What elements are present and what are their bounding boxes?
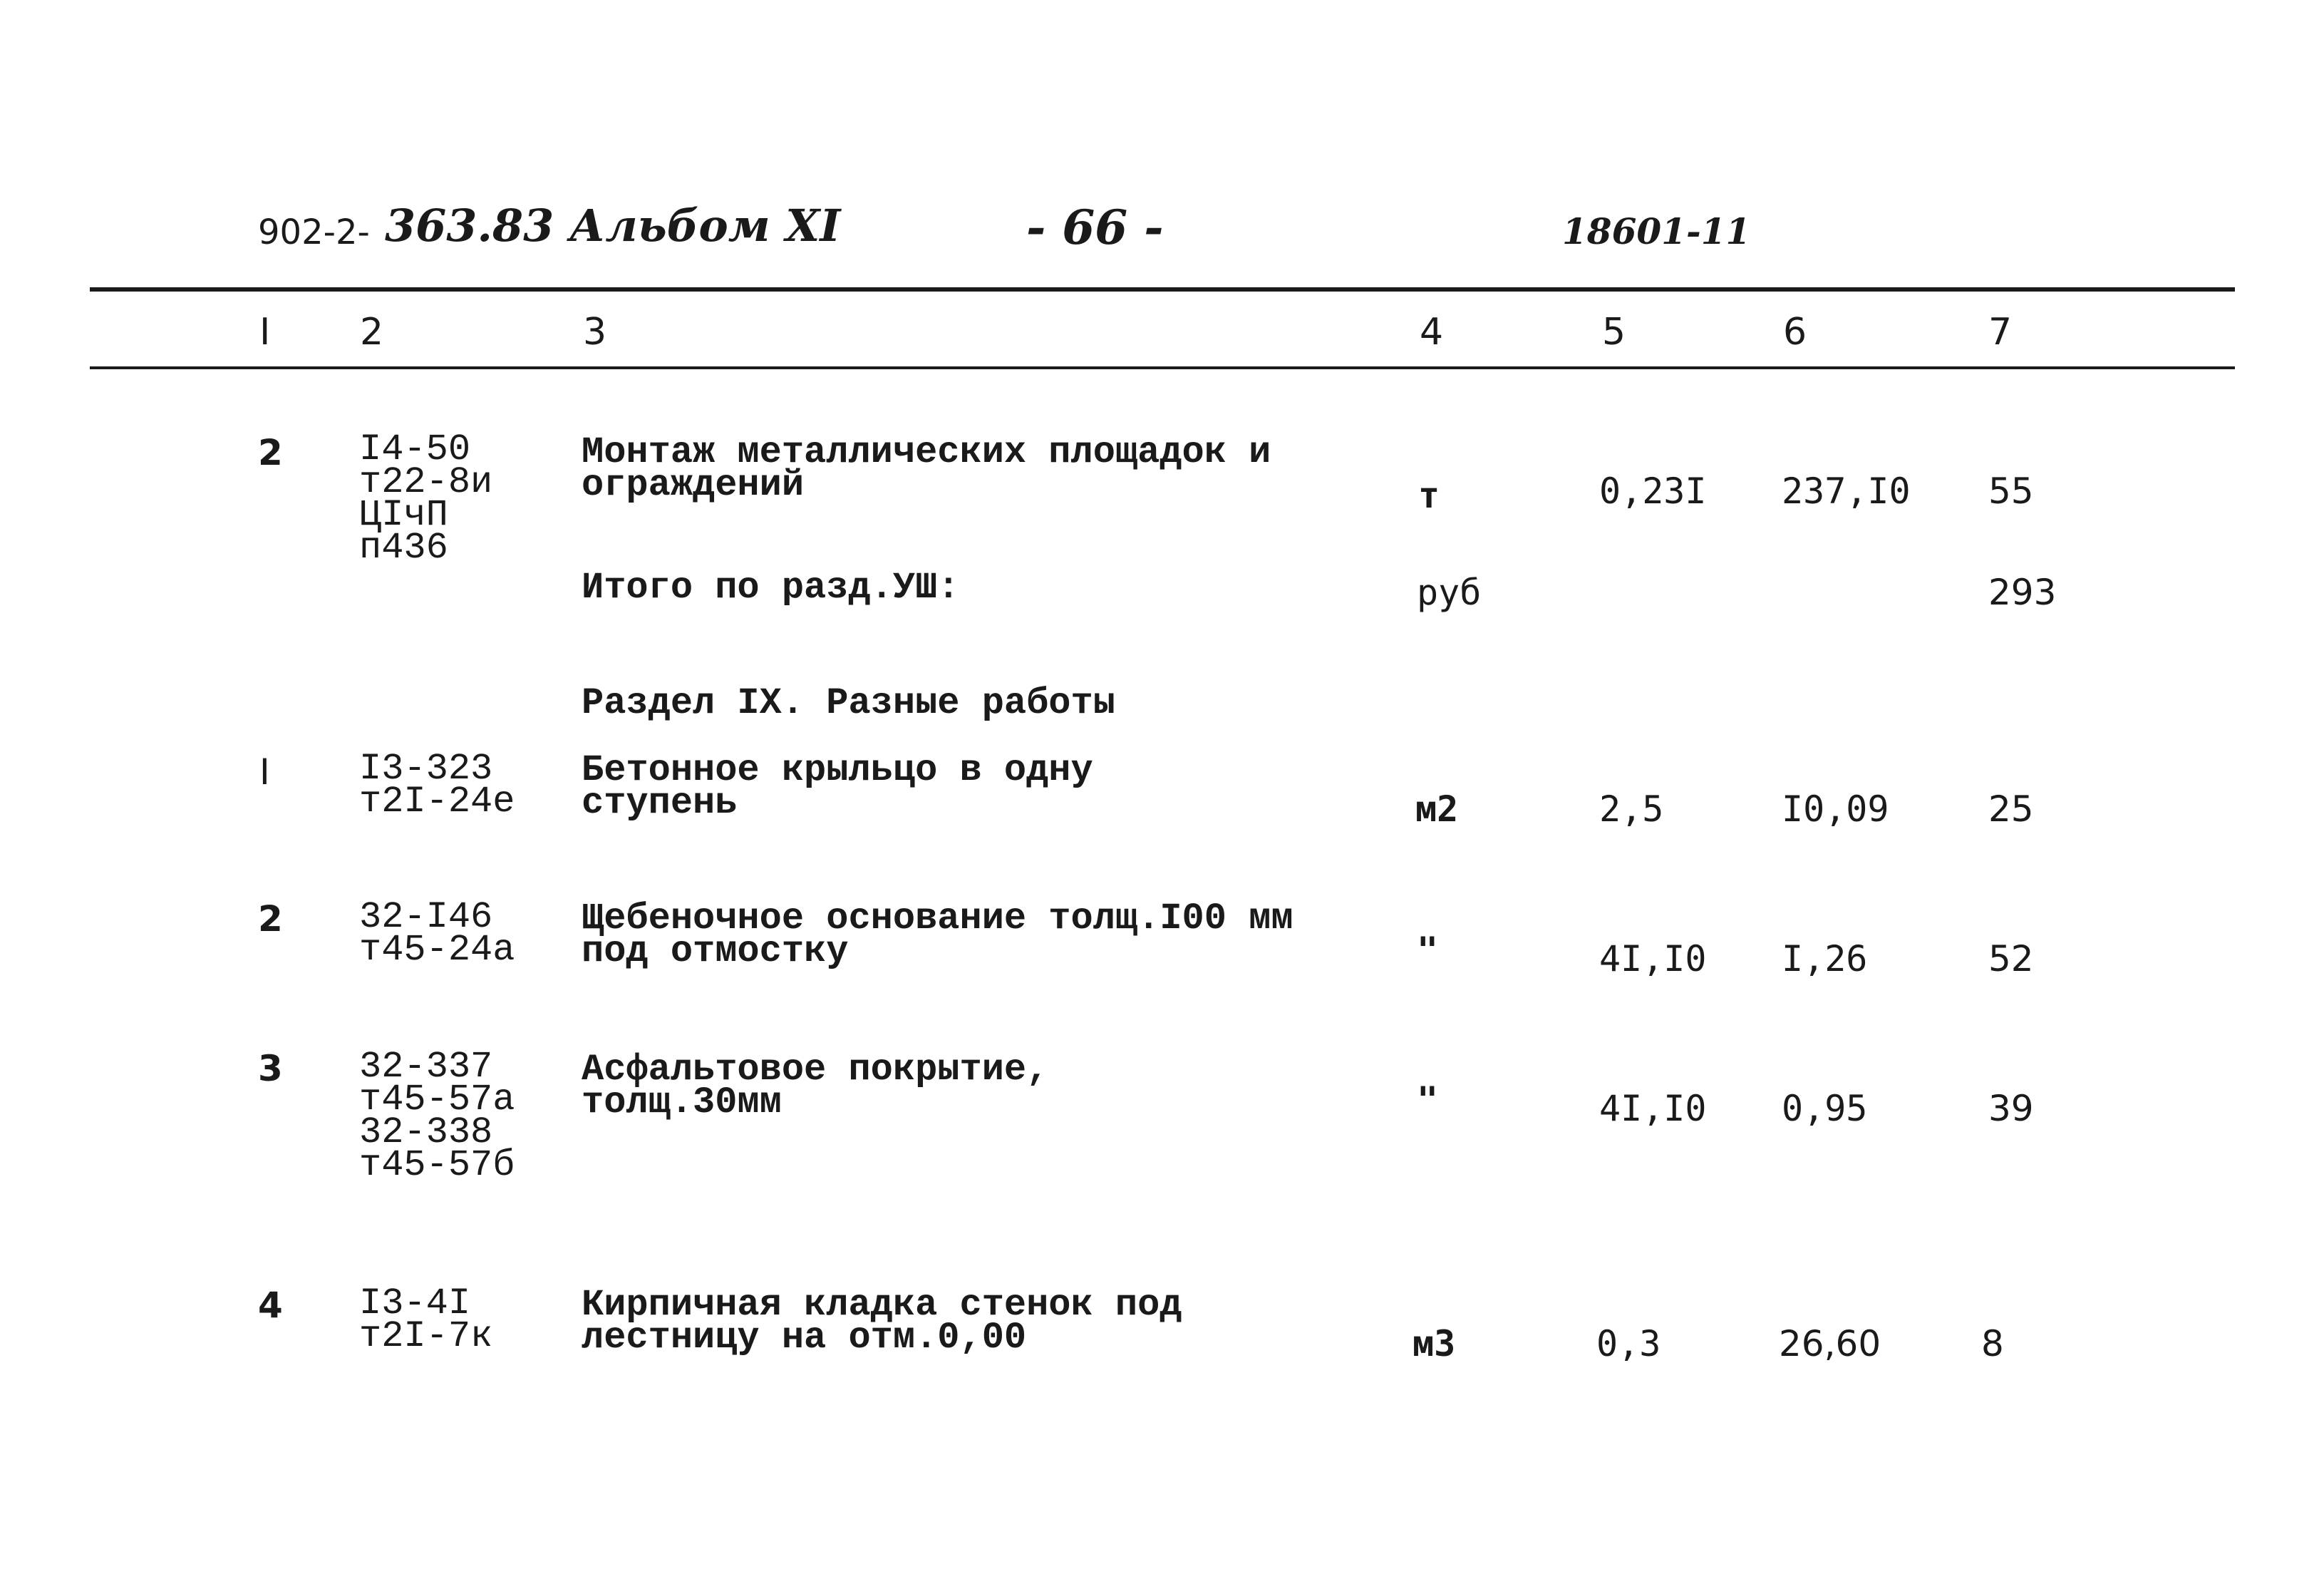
row-unit-price: 0,95	[1782, 1088, 1868, 1129]
row-total: 52	[1988, 938, 2034, 979]
row-code: I4-50 т22-8и ЦIчП п436	[359, 428, 493, 569]
row-number: 2	[258, 898, 283, 940]
row-unit: "	[1417, 930, 1439, 971]
row-number: I	[259, 751, 270, 793]
row-total: 55	[1988, 470, 2034, 512]
row-number: 2	[258, 432, 283, 473]
row-number: 4	[258, 1285, 283, 1326]
section-heading: Раздел IX. Разные работы	[582, 682, 1115, 724]
row-total: 293	[1988, 572, 2057, 613]
row-unit: т	[1418, 475, 1440, 516]
row-unit: "	[1417, 1079, 1439, 1121]
row-unit-price: I0,09	[1782, 788, 1889, 830]
row-unit: руб	[1417, 572, 1482, 613]
project-number: 18601-11	[1562, 210, 1751, 252]
row-code: 32-I46 т45-24а	[359, 896, 515, 971]
row-description: Асфальтовое покрытие, толщ.30мм	[582, 1049, 1049, 1123]
row-quantity: 4I,I0	[1599, 1088, 1707, 1129]
column-header-4: 4	[1420, 311, 1444, 354]
column-header-6: 6	[1783, 311, 1807, 354]
row-quantity: 2,5	[1599, 788, 1664, 830]
row-description: Итого по разд.УШ:	[582, 567, 960, 609]
column-header-1: I	[259, 311, 271, 354]
row-total: 25	[1988, 788, 2034, 830]
row-description: Кирпичная кладка стенок под лестницу на отм.0,00	[582, 1284, 1182, 1359]
row-total: 8	[1981, 1323, 2004, 1364]
row-description: Щебеночное основание толщ.I00 мм под отмостку	[582, 897, 1293, 972]
row-code: I3-4I т2I-7к	[359, 1282, 493, 1357]
table-top-rule	[90, 287, 2235, 292]
row-unit: м3	[1413, 1323, 1456, 1364]
row-unit-price: 26,60	[1779, 1323, 1881, 1364]
row-code: I3-323 т2I-24е	[359, 748, 515, 823]
row-unit-price: I,26	[1782, 938, 1868, 979]
row-description: Монтаж металлических площадок и ограждений	[582, 431, 1271, 506]
table-header-rule	[90, 366, 2235, 369]
row-unit-price: 237,I0	[1782, 470, 1911, 512]
row-code: 32-337 т45-57а 32-338 т45-57б	[359, 1046, 515, 1186]
column-header-7: 7	[1988, 311, 2013, 354]
document-code-handwritten: 363.83 Альбом XI	[385, 200, 841, 252]
row-quantity: 0,3	[1596, 1323, 1661, 1364]
row-quantity: 4I,I0	[1599, 938, 1707, 979]
page-number: - 66 -	[1026, 200, 1164, 255]
row-quantity: 0,23I	[1599, 470, 1707, 512]
row-description: Бетонное крыльцо в одну ступень	[582, 749, 1093, 824]
column-header-3: 3	[583, 311, 607, 354]
document-code-prefix: 902-2-	[258, 212, 370, 252]
column-header-2: 2	[360, 311, 384, 354]
row-unit: м2	[1415, 788, 1459, 830]
row-total: 39	[1988, 1088, 2034, 1129]
column-header-5: 5	[1602, 311, 1626, 354]
row-number: 3	[258, 1048, 283, 1089]
